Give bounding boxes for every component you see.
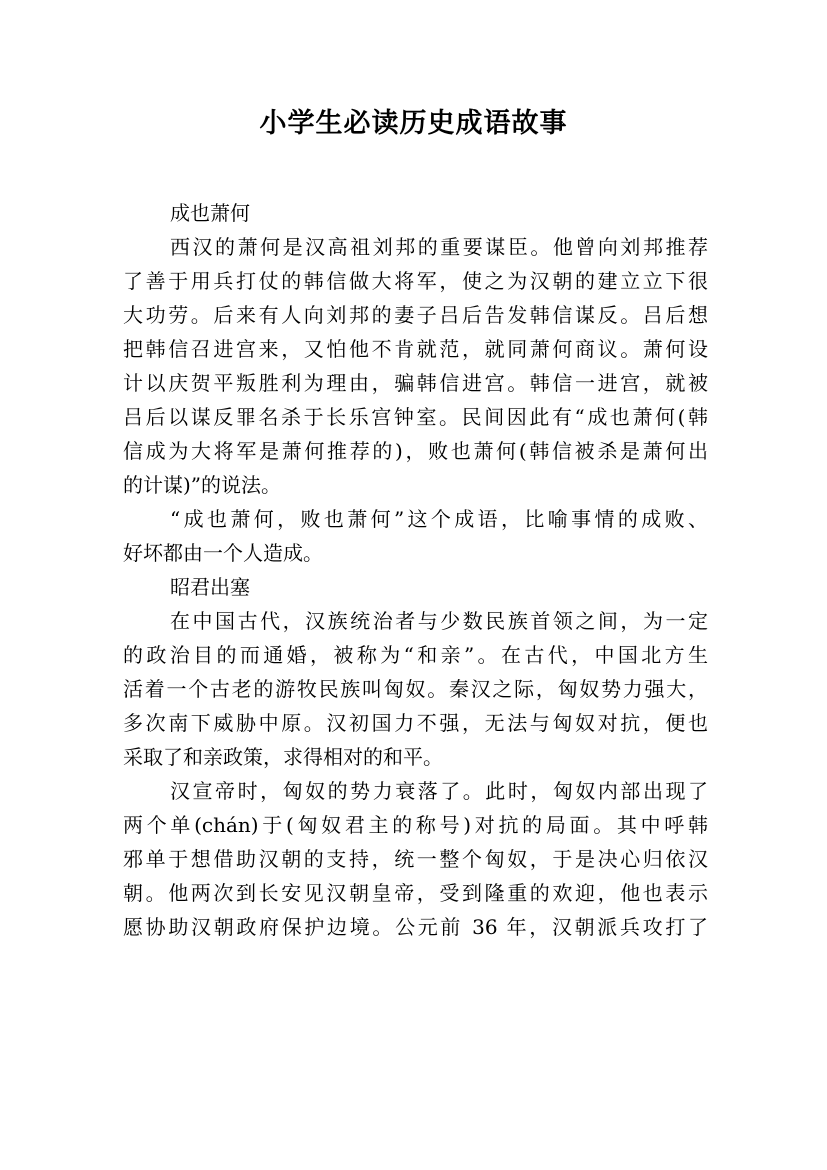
text-line: 成也萧何 [170, 201, 250, 225]
text-line: 多次南下威胁中原。汉初国力不强，无法与匈奴对抗，便也 [123, 711, 708, 735]
text-line: 吕后以谋反罪名杀于长乐宫钟室。民间因此有“成也萧何(韩 [123, 405, 708, 429]
text-line: 信成为大将军是萧何推荐的)，败也萧何(韩信被杀是萧何出 [123, 439, 708, 463]
text-line: 愿协助汉朝政府保护边境。公元前 36 年，汉朝派兵攻打了 [123, 915, 708, 939]
text-line: 的政治目的而通婚，被称为“和亲”。在古代，中国北方生 [123, 643, 708, 667]
text-line: 了善于用兵打仗的韩信做大将军，使之为汉朝的建立立下很 [123, 269, 708, 293]
text-line: 昭君出塞 [170, 575, 250, 599]
text-line: “成也萧何，败也萧何”这个成语，比喻事情的成败、 [170, 507, 708, 531]
text-line: 好坏都由一个人造成。 [123, 541, 323, 565]
text-line: 汉宣帝时，匈奴的势力衰落了。此时，匈奴内部出现了 [170, 779, 708, 803]
text-line: 两个单(chán)于(匈奴君主的称号)对抗的局面。其中呼韩 [123, 813, 708, 837]
text-line: 在中国古代，汉族统治者与少数民族首领之间，为一定 [170, 609, 708, 633]
page-title: 小学生必读历史成语故事 [259, 108, 568, 139]
text-line: 邪单于想借助汉朝的支持，统一整个匈奴，于是决心归依汉 [123, 847, 708, 871]
document-body [123, 196, 708, 944]
text-line: 大功劳。后来有人向刘邦的妻子吕后告发韩信谋反。吕后想 [123, 303, 708, 327]
text-line: 采取了和亲政策，求得相对的和平。 [123, 745, 443, 769]
text-line: 的计谋)”的说法。 [123, 473, 282, 497]
text-line: 西汉的萧何是汉高祖刘邦的重要谋臣。他曾向刘邦推荐 [170, 235, 708, 259]
text-line: 把韩信召进宫来，又怕他不肯就范，就同萧何商议。萧何设 [123, 337, 708, 361]
text-line: 计以庆贺平叛胜利为理由，骗韩信进宫。韩信一进宫，就被 [123, 371, 708, 395]
text-line: 活着一个古老的游牧民族叫匈奴。秦汉之际，匈奴势力强大， [123, 677, 708, 701]
text-line: 朝。他两次到长安见汉朝皇帝，受到隆重的欢迎，他也表示 [123, 881, 708, 905]
